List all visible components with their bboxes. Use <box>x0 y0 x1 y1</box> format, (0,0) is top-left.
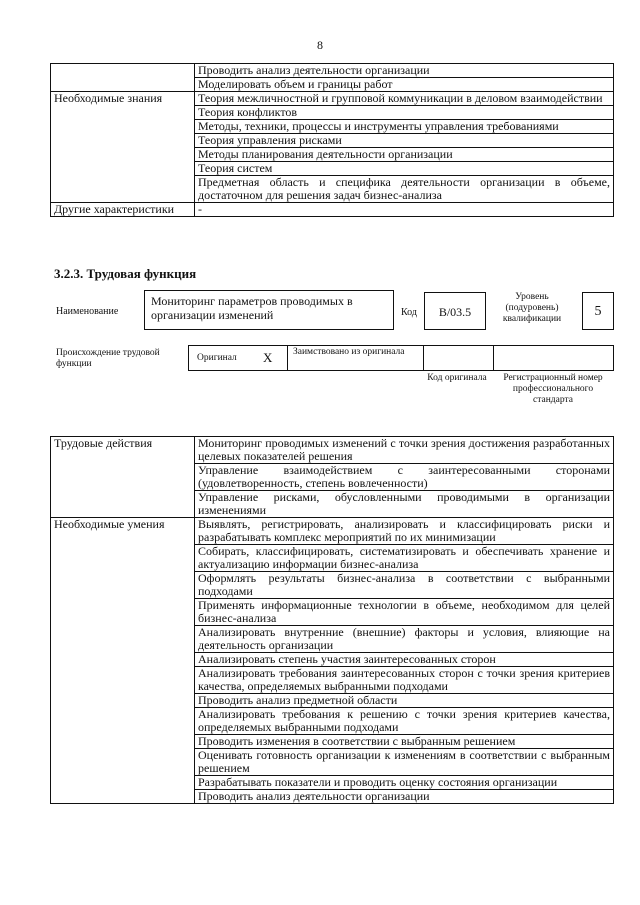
row-item: Управление рисками, обусловленными проводимыми в организации изменениями <box>195 491 614 518</box>
row-item: Управление взаимодействием с заинтересованными сторонами (удовлетворенность, степень вовлеченности) <box>195 464 614 491</box>
name-label: Наименование <box>56 306 119 317</box>
origin-box <box>188 345 614 371</box>
row-item: Мониторинг проводимых изменений с точки зрения достижения разработанных целевых показателей решения <box>195 437 614 464</box>
row-item: Предметная область и специфика деятельности организации в объеме, достаточном для решения задач бизнес-анализа <box>195 176 614 203</box>
row-item: Проводить изменения в соответствии с выбранным решением <box>195 735 614 749</box>
code-original-caption: Код оригинала <box>427 373 487 383</box>
row-item: Анализировать требования к решению с точки зрения критериев качества, определяемых выбранными подходами <box>195 708 614 735</box>
level-label: Уровень (подуровень) квалификации <box>502 292 562 324</box>
row-label: Трудовые действия <box>51 437 195 518</box>
row-item: Проводить анализ деятельности организации <box>195 64 614 78</box>
table-row <box>51 203 614 217</box>
actions-skills-table <box>50 436 614 804</box>
function-name-box <box>144 290 394 330</box>
row-label: Другие характеристики <box>51 203 195 217</box>
row-label: Необходимые знания <box>51 92 195 203</box>
function-code: B/03.5 <box>438 305 472 319</box>
page-number: 8 <box>317 38 323 52</box>
section-title: 3.2.3. Трудовая функция <box>54 266 197 281</box>
function-name: Мониторинг параметров проводимых в организации изменений <box>151 294 353 322</box>
row-item: Выявлять, регистрировать, анализировать и классифицировать риски и разрабатывать комплекс мероприятий по их минимизации <box>195 518 614 545</box>
table-row <box>51 64 614 78</box>
origin-divider-1 <box>287 346 288 370</box>
row-item: - <box>195 203 614 217</box>
row-item: Теория систем <box>195 162 614 176</box>
row-item: Теория управления рисками <box>195 134 614 148</box>
row-item: Анализировать степень участия заинтересованных сторон <box>195 653 614 667</box>
row-item: Анализировать требования заинтересованных сторон с точки зрения критериев качества, определяемых выбранными подходами <box>195 667 614 694</box>
borrowed-label: Заимствовано из оригинала <box>293 347 405 357</box>
level-value: 5 <box>594 304 602 319</box>
table-row <box>51 518 614 545</box>
level-box <box>582 292 614 330</box>
origin-label: Происхождение трудовой функции <box>56 348 160 369</box>
row-item: Теория конфликтов <box>195 106 614 120</box>
row-item: Методы планирования деятельности организации <box>195 148 614 162</box>
row-item: Анализировать внутренние (внешние) факторы и условия, влияющие на деятельность организации <box>195 626 614 653</box>
row-item: Применять информационные технологии в объеме, необходимом для целей бизнес-анализа <box>195 599 614 626</box>
row-item: Собирать, классифицировать, систематизировать и обеспечивать хранение и актуализацию информации бизнес-анализа <box>195 545 614 572</box>
row-item: Теория межличностной и групповой коммуникации в деловом взаимодействии <box>195 92 614 106</box>
row-label: Необходимые умения <box>51 518 195 804</box>
knowledge-table <box>50 63 614 217</box>
code-box <box>424 292 486 330</box>
row-item: Оценивать готовность организации к изменениям в соответствии с выбранным решением <box>195 749 614 776</box>
origin-divider-3 <box>493 346 494 370</box>
code-label: Код <box>401 307 417 318</box>
row-item: Проводить анализ предметной области <box>195 694 614 708</box>
row-item: Разрабатывать показатели и проводить оценку состояния организации <box>195 776 614 790</box>
table-row <box>51 437 614 464</box>
original-mark: X <box>263 350 273 365</box>
origin-divider-2 <box>423 346 424 370</box>
row-item: Моделировать объем и границы работ <box>195 78 614 92</box>
table-row <box>51 92 614 106</box>
row-item: Проводить анализ деятельности организации <box>195 790 614 804</box>
row-label <box>51 64 195 92</box>
reg-number-caption: Регистрационный номер профессионального стандарта <box>503 373 603 405</box>
row-item: Оформлять результаты бизнес-анализа в соответствии с выбранными подходами <box>195 572 614 599</box>
row-item: Методы, техники, процессы и инструменты управления требованиями <box>195 120 614 134</box>
original-label: Оригинал <box>197 353 237 363</box>
